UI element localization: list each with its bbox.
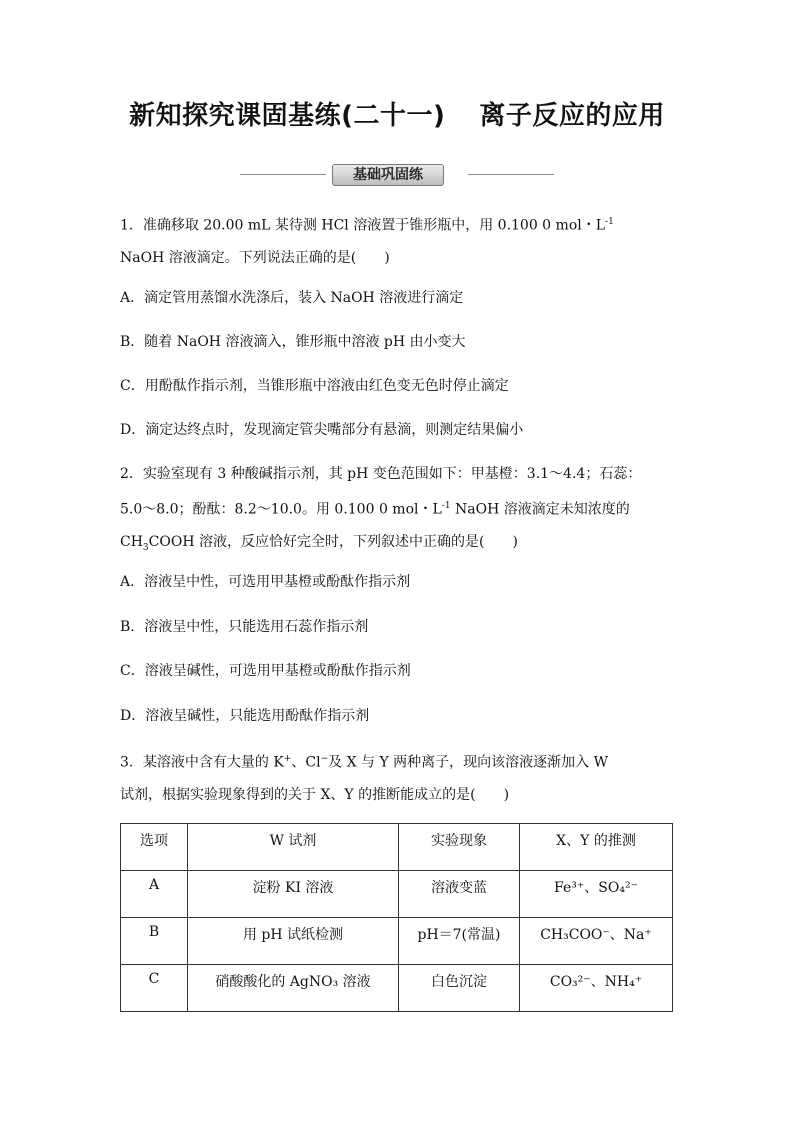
table-header-cell: 选项 bbox=[121, 824, 188, 871]
section-header bbox=[240, 162, 554, 188]
q2-stem-line3b: COOH 溶液，反应恰好完全时，下列叙述中正确的是( ) bbox=[148, 533, 518, 550]
table-cell: CH₃COO⁻、Na⁺ bbox=[520, 918, 673, 965]
q1-stem-line2: NaOH 溶液滴定。下列说法正确的是( ) bbox=[120, 249, 390, 266]
q2-stem-line1: 2．实验室现有 3 种酸碱指示剂，其 pH 变色范围如下：甲基橙：3.1～4.4；石蕊： bbox=[120, 466, 642, 482]
q3-stem-line2: 试剂，根据实验现象得到的关于 X、Y 的推断能成立的是( ) bbox=[120, 786, 510, 803]
q2-stem-sup: -1 bbox=[441, 501, 451, 511]
table-cell: 溶液变蓝 bbox=[399, 871, 520, 918]
divider-right bbox=[468, 174, 554, 175]
q3-stem-line1b: 、Cl bbox=[291, 754, 321, 771]
table-header-cell: 实验现象 bbox=[399, 824, 520, 871]
q1-option-a: A．滴定管用蒸馏水洗涤后，装入 NaOH 溶液进行滴定 bbox=[120, 290, 464, 306]
table-cell: C bbox=[121, 965, 188, 1012]
q3-stem-sup1: + bbox=[283, 754, 292, 764]
title-sub: 离子反应的应用 bbox=[479, 101, 665, 131]
options-table bbox=[120, 823, 673, 1012]
table-row bbox=[121, 871, 673, 918]
q2-option-d: D．溶液呈碱性，只能选用酚酞作指示剂 bbox=[120, 708, 370, 724]
q3-stem-line1c: 及 X 与 Y 两种离子，现向该溶液逐渐加入 W bbox=[328, 754, 608, 771]
table-header-cell: W 试剂 bbox=[188, 824, 399, 871]
q3-stem-line1a: 3．某溶液中含有大量的 K bbox=[120, 754, 284, 771]
q1-option-d: D．滴定达终点时，发现滴定管尖嘴部分有悬滴，则测定结果偏小 bbox=[120, 422, 524, 438]
q2-stem-line2a: 5.0～8.0；酚酞：8.2～10.0。用 0.100 0 mol・L bbox=[120, 501, 442, 518]
q2-option-a: A．溶液呈中性，可选用甲基橙或酚酞作指示剂 bbox=[120, 574, 411, 590]
table-cell: pH＝7(常温) bbox=[399, 918, 520, 965]
table-cell: 硝酸酸化的 AgNO₃ 溶液 bbox=[188, 965, 399, 1012]
q2-stem bbox=[120, 458, 676, 563]
section-badge: 基础巩固练 bbox=[332, 164, 444, 186]
table-cell: 用 pH 试纸检测 bbox=[188, 918, 399, 965]
table-cell: CO₃²⁻、NH₄⁺ bbox=[520, 965, 673, 1012]
table-cell: A bbox=[121, 871, 188, 918]
title-main: 新知探究课固基练(二十一) bbox=[129, 101, 446, 131]
divider-left bbox=[240, 174, 326, 175]
q1-stem-sup: -1 bbox=[605, 217, 614, 227]
q3-stem bbox=[120, 743, 676, 811]
q2-stem-line2b: NaOH 溶液滴定未知浓度的 bbox=[450, 501, 630, 518]
q2-option-c: C．溶液呈碱性，可选用甲基橙或酚酞作指示剂 bbox=[120, 663, 411, 679]
q2-stem-sub: 3 bbox=[142, 542, 149, 553]
table-header-row bbox=[121, 824, 673, 871]
table-cell: 淀粉 KI 溶液 bbox=[188, 871, 399, 918]
q1-option-b: B．随着 NaOH 溶液滴入，锥形瓶中溶液 pH 由小变大 bbox=[120, 334, 466, 350]
table-cell: B bbox=[121, 918, 188, 965]
table-row bbox=[121, 918, 673, 965]
q2-stem-line3a: CH bbox=[120, 533, 143, 550]
table-header-cell: X、Y 的推测 bbox=[520, 824, 673, 871]
q1-stem bbox=[120, 206, 676, 274]
table-row bbox=[121, 965, 673, 1012]
table-cell: Fe³⁺、SO₄²⁻ bbox=[520, 871, 673, 918]
q1-option-c: C．用酚酞作指示剂，当锥形瓶中溶液由红色变无色时停止滴定 bbox=[120, 378, 509, 394]
q1-stem-line1: 1．准确移取 20.00 mL 某待测 HCl 溶液置于锥形瓶中，用 0.100 0 mol・L bbox=[120, 217, 606, 234]
page-title bbox=[0, 95, 794, 132]
table-cell: 白色沉淀 bbox=[399, 965, 520, 1012]
q3-stem-sup2: − bbox=[320, 754, 329, 764]
q2-option-b: B．溶液呈中性，只能选用石蕊作指示剂 bbox=[120, 619, 369, 635]
